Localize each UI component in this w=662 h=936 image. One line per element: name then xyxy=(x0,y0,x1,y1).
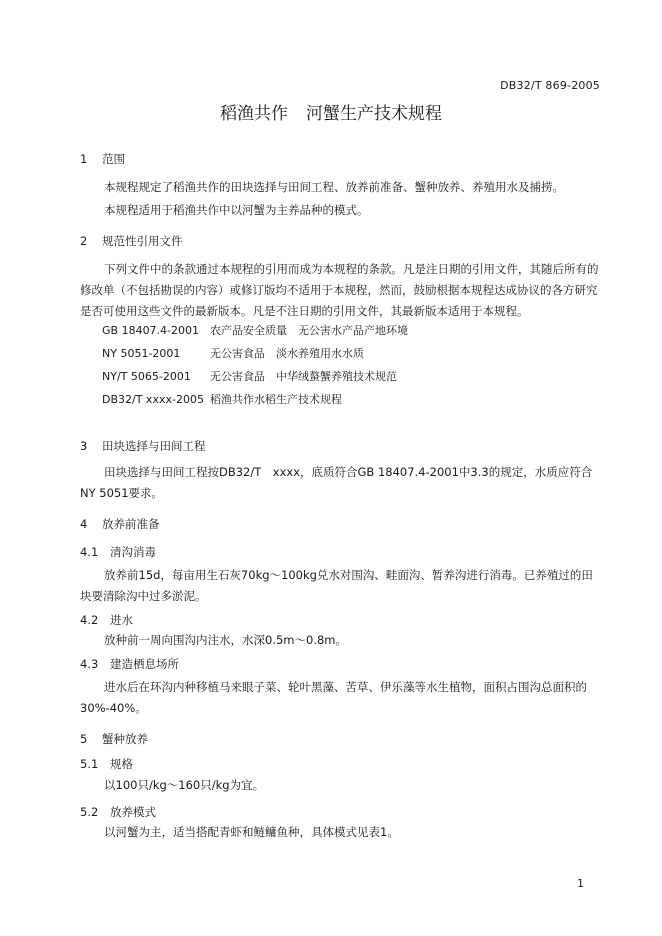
title-part-1: 稻渔共作 xyxy=(220,104,288,124)
section-1-paragraph-2: 本规程适用于稻渔共作中以河蟹为主养品种的模式。 xyxy=(104,203,369,217)
section-4-heading: 4 放养前准备 xyxy=(80,517,160,531)
subsection-5-2-heading: 5.2 放养模式 xyxy=(80,805,156,819)
reference-item: NY/T 5065-2001 无公害食品 中华绒螯蟹养殖技术规范 xyxy=(102,370,397,383)
section-2-heading: 2 规范性引用文件 xyxy=(80,234,183,248)
section-1-paragraph-1: 本规程规定了稻渔共作的田块选择与田间工程、放养前准备、蟹种放养、养殖用水及捕捞。 xyxy=(104,180,564,194)
reference-item: DB32/T xxxx-2005 稻渔共作水稻生产技术规程 xyxy=(102,393,342,406)
document-title xyxy=(0,99,662,124)
section-3-heading: 3 田块选择与田间工程 xyxy=(80,439,206,453)
subsection-5-1-heading: 5.1 规格 xyxy=(80,757,133,771)
section-3-paragraph-1: 田块选择与田间工程按DB32/T xxxx，底质符合GB 18407.4-2001中3.3的规定，水质应符合NY 5051要求。 xyxy=(80,465,593,500)
page-number: 1 xyxy=(577,877,584,890)
subsection-4-1-heading: 4.1 清沟消毒 xyxy=(80,545,156,559)
subsection-4-3-heading: 4.3 建造栖息场所 xyxy=(80,657,179,671)
subsection-5-2-paragraph: 以河蟹为主，适当搭配青虾和鲢鳙鱼种，具体模式见表1。 xyxy=(104,825,399,839)
subsection-5-1-paragraph: 以100只/kg～160只/kg为宜。 xyxy=(104,778,265,792)
subsection-4-2-heading: 4.2 进水 xyxy=(80,613,133,627)
subsection-4-2-paragraph: 放种前一周向围沟内注水，水深0.5m～0.8m。 xyxy=(104,633,347,647)
normative-references-list xyxy=(102,319,408,411)
document-code: DB32/T 869-2005 xyxy=(500,79,600,92)
title-part-2: 河蟹生产技术规程 xyxy=(306,104,442,124)
section-1-heading: 1 范围 xyxy=(80,152,125,166)
reference-item: GB 18407.4-2001 农产品安全质量 无公害水产品产地环境 xyxy=(102,324,408,337)
section-5-heading: 5 蟹种放养 xyxy=(80,732,148,746)
subsection-4-3-paragraph: 进水后在环沟内种移植马来眼子菜、轮叶黑藻、苦草、伊乐藻等水生植物，面积占围沟总面积的30%-40%。 xyxy=(80,680,587,715)
section-2-paragraph-1: 下列文件中的条款通过本规程的引用而成为本规程的条款。凡是注日期的引用文件，其随后所有的修改单（不包括勘误的内容）或修订版均不适用于本规程，然而，鼓励根据本规程达成协议的各方研究是否可使用这些文件的最新版本。凡是不注日期的引用文件，其最新版本适用于本规程。 xyxy=(80,262,599,318)
reference-item: NY 5051-2001 无公害食品 淡水养殖用水水质 xyxy=(102,347,364,360)
subsection-4-1-paragraph: 放养前15d，每亩用生石灰70kg～100kg兑水对围沟、畦面沟、暂养沟进行消毒。已养殖过的田块要清除沟中过多淤泥。 xyxy=(80,568,593,603)
